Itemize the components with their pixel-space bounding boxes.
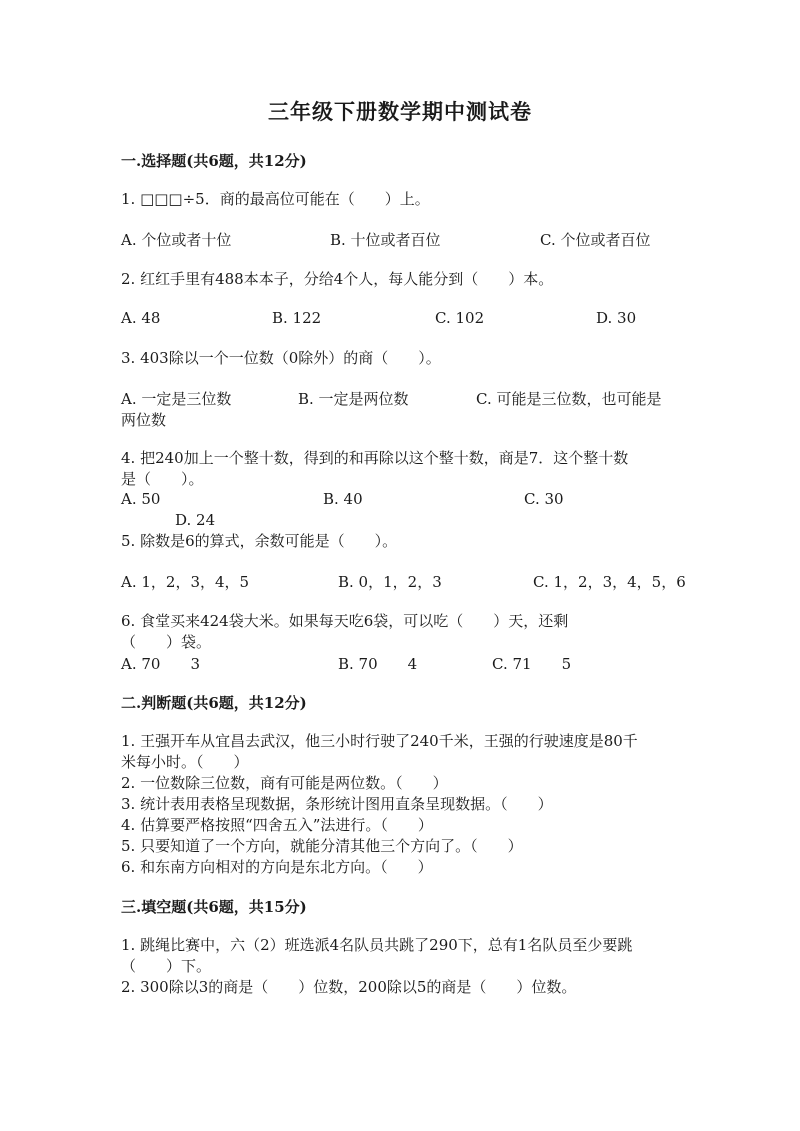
question-2-4: 4. 估算要严格按照“四舍五入”法进行。（ ） xyxy=(121,816,433,834)
option-1-5-c: C. 1，2，3，4，5，6 xyxy=(533,573,686,591)
option-1-3-b: B. 一定是两位数 xyxy=(298,390,409,408)
question-1-1: 1. □□□÷5．商的最高位可能在（ ）上。 xyxy=(121,190,430,208)
question-3-1-cont: （ ）下。 xyxy=(121,957,212,975)
question-2-5: 5. 只要知道了一个方向，就能分清其他三个方向了。（ ） xyxy=(121,837,523,855)
option-1-4-c: C. 30 xyxy=(524,490,564,508)
question-3-1: 1. 跳绳比赛中，六（2）班选派4名队员共跳了290下，总有1名队员至少要跳 xyxy=(121,936,633,954)
question-1-3: 3. 403除以一个一位数（0除外）的商（ ）。 xyxy=(121,349,441,367)
question-1-6-cont: （ ）袋。 xyxy=(121,633,212,651)
section-heading-fill: 三.填空题(共6题，共15分) xyxy=(121,898,307,916)
option-1-4-d: D. 24 xyxy=(175,511,216,529)
option-1-3-c-cont: 两位数 xyxy=(121,411,167,429)
option-1-1-a: A. 个位或者十位 xyxy=(121,231,232,249)
option-1-2-c: C. 102 xyxy=(435,309,485,327)
option-1-6-a: A. 70 3 xyxy=(121,655,200,673)
question-2-1: 1. 王强开车从宜昌去武汉，他三小时行驶了240千米，王强的行驶速度是80千 xyxy=(121,732,638,750)
option-1-6-b: B. 70 4 xyxy=(338,655,418,673)
question-1-5: 5. 除数是6的算式，余数可能是（ ）。 xyxy=(121,532,398,550)
option-1-4-a: A. 50 xyxy=(121,490,161,508)
option-1-3-a: A. 一定是三位数 xyxy=(121,390,232,408)
option-1-4-b: B. 40 xyxy=(323,490,363,508)
option-1-1-c: C. 个位或者百位 xyxy=(540,231,651,249)
option-1-2-d: D. 30 xyxy=(596,309,637,327)
option-1-2-a: A. 48 xyxy=(121,309,161,327)
option-1-5-a: A. 1，2，3，4，5 xyxy=(121,573,250,591)
option-1-2-b: B. 122 xyxy=(272,309,322,327)
section-heading-choice: 一.选择题(共6题，共12分) xyxy=(121,152,307,170)
option-1-1-b: B. 十位或者百位 xyxy=(330,231,441,249)
question-1-4-cont: 是（ ）。 xyxy=(121,470,204,488)
option-1-6-c: C. 71 5 xyxy=(492,655,572,673)
page-title: 三年级下册数学期中测试卷 xyxy=(268,99,532,124)
question-1-6: 6. 食堂买来424袋大米。如果每天吃6袋，可以吃（ ）天，还剩 xyxy=(121,612,569,630)
question-2-3: 3. 统计表用表格呈现数据，条形统计图用直条呈现数据。（ ） xyxy=(121,795,553,813)
option-1-3-c: C. 可能是三位数，也可能是 xyxy=(476,390,662,408)
section-heading-judgment: 二.判断题(共6题，共12分) xyxy=(121,694,307,712)
option-1-5-b: B. 0，1，2，3 xyxy=(338,573,442,591)
question-3-2: 2. 300除以3的商是（ ）位数，200除以5的商是（ ）位数。 xyxy=(121,978,577,996)
question-2-6: 6. 和东南方向相对的方向是东北方向。（ ） xyxy=(121,858,433,876)
question-2-2: 2. 一位数除三位数，商有可能是两位数。（ ） xyxy=(121,774,448,792)
question-2-1-cont: 米每小时。（ ） xyxy=(121,753,249,771)
question-1-2: 2. 红红手里有488本本子，分给4个人，每人能分到（ ）本。 xyxy=(121,270,554,288)
question-1-4: 4. 把240加上一个整十数，得到的和再除以这个整十数，商是7．这个整十数 xyxy=(121,449,629,467)
